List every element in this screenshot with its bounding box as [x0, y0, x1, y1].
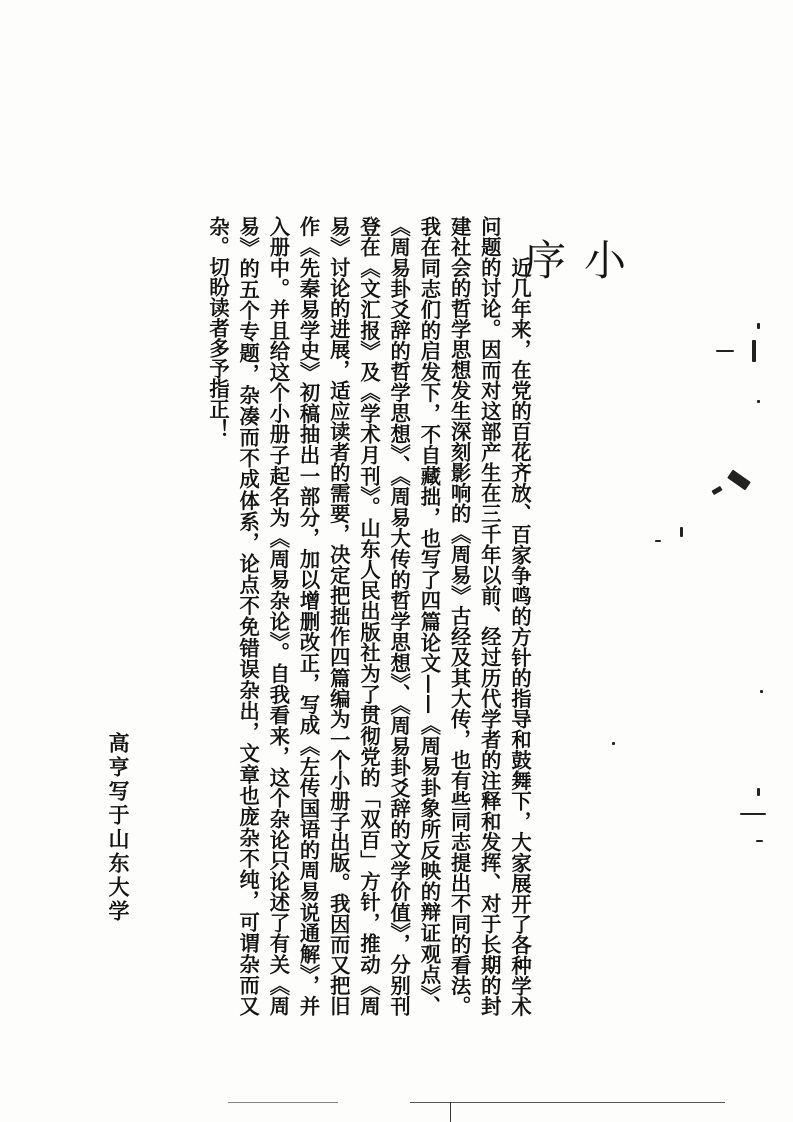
scan-speck	[756, 840, 763, 842]
scan-speck	[655, 540, 661, 542]
scan-speck	[716, 350, 734, 352]
scan-speck	[612, 742, 615, 745]
scan-speck	[711, 486, 722, 495]
scan-speck	[727, 470, 751, 491]
scan-speck	[757, 400, 760, 403]
scan-speck	[450, 1102, 451, 1122]
scan-edge-line	[410, 1102, 725, 1103]
scan-edge-line	[228, 1102, 338, 1103]
scan-speck	[740, 813, 766, 815]
preface-paragraph: 近几年来，在党的百花齐放、百家争鸣的方针的指导和鼓舞下，大家展开了各种学术问题的讨论。因而对这部产生在三千年以前、经过历代学者的注释和发挥、对于长期的封建社会的哲学思想发生深刻影响的《周易》古经及其大传，也有些同志提出不同的看法。我在同志们的启发下，不自藏拙，也写了四篇论文——《周易卦象所反映的辩证观点》、《周易卦爻辞的哲学思想》、《周易大传的哲学思想》、《周易卦爻辞的文学价值》，分别刊登在《文汇报》及《学术月刊》。山东人民出版社为了贯彻党的「双百」方针，推动《周易》讨论的进展，适应读者的需要，决定把拙作四篇编为一个小册子出版。我因而又把旧作《先秦易学史》初稿抽出一部分，加以增删改正，写成《左传国语的周易说通解》，并入册中。并且给这个小册子起名为《周易杂论》。自我看来，这个杂论只论述了有关《周易》的五个专题，杂凑而不成体系，论点不免错误杂出，文章也庞杂不纯，可谓杂而又杂。切盼读者多予指正！	[205, 216, 532, 1016]
preface-body	[203, 216, 535, 1016]
scan-speck	[752, 340, 756, 362]
scan-speck	[760, 690, 763, 693]
scan-speck	[757, 788, 760, 796]
scan-speck	[757, 323, 760, 329]
scan-speck	[680, 527, 683, 537]
author-signature: 高亨写于山东大学	[106, 732, 131, 924]
page-title: 小 序	[518, 238, 627, 308]
